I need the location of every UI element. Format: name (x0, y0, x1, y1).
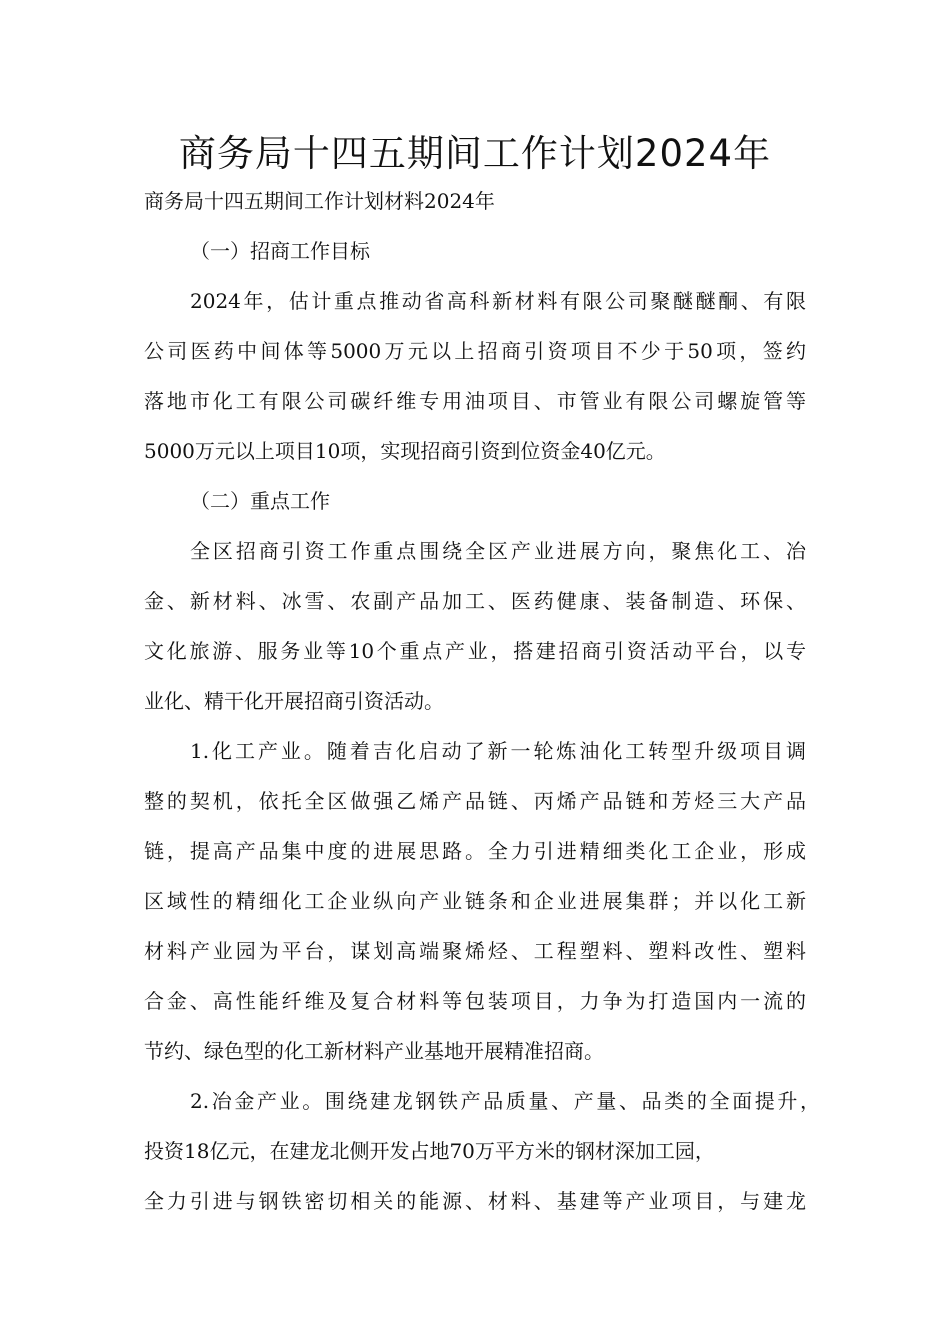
paragraph-line: 节约、绿色型的化工新材料产业基地开展精准招商。 (144, 1039, 604, 1063)
paragraph-line: 5000万元以上项目10项，实现招商引资到位资金40亿元。 (144, 439, 666, 463)
section-heading-key-work: （二）重点工作 (190, 489, 330, 513)
paragraph-line: 金、新材料、冰雪、农副产品加工、医药健康、装备制造、环保、 (144, 589, 806, 613)
paragraph-line: 2.冶金产业。围绕建龙钢铁产品质量、产量、品类的全面提升， (190, 1089, 820, 1113)
paragraph-line: 链，提高产品集中度的进展思路。全力引进精细类化工企业，形成 (144, 839, 806, 863)
paragraph-line: 1.化工产业。随着吉化启动了新一轮炼油化工转型升级项目调 (190, 739, 806, 763)
paragraph-line: 全力引进与钢铁密切相关的能源、材料、基建等产业项目，与建龙 (144, 1189, 806, 1213)
paragraph-line: 文化旅游、服务业等10个重点产业，搭建招商引资活动平台，以专 (144, 639, 806, 663)
paragraph-line: 整的契机，依托全区做强乙烯产品链、丙烯产品链和芳烃三大产品 (144, 789, 806, 813)
paragraph-line: 区域性的精细化工企业纵向产业链条和企业进展集群；并以化工新 (144, 889, 806, 913)
paragraph-line: 业化、精干化开展招商引资活动。 (144, 689, 444, 713)
paragraph-line: 落地市化工有限公司碳纤维专用油项目、市管业有限公司螺旋管等 (144, 389, 806, 413)
paragraph-line: 材料产业园为平台，谋划高端聚烯烃、工程塑料、塑料改性、塑料 (144, 939, 806, 963)
document-title: 商务局十四五期间工作计划2024年 (178, 132, 772, 175)
paragraph-line: 2024年，估计重点推动省高科新材料有限公司聚醚醚酮、有限 (190, 289, 806, 313)
paragraph-line: 全区招商引资工作重点围绕全区产业进展方向，聚焦化工、冶 (190, 539, 806, 563)
paragraph-line: 合金、高性能纤维及复合材料等包装项目，力争为打造国内一流的 (144, 989, 806, 1013)
paragraph-line: 公司医药中间体等5000万元以上招商引资项目不少于50项，签约 (144, 339, 806, 363)
paragraph-line: 投资18亿元，在建龙北侧开发占地70万平方米的钢材深加工园， (144, 1139, 715, 1163)
document-subtitle: 商务局十四五期间工作计划材料2024年 (144, 189, 495, 213)
section-heading-goals: （一）招商工作目标 (190, 239, 370, 263)
